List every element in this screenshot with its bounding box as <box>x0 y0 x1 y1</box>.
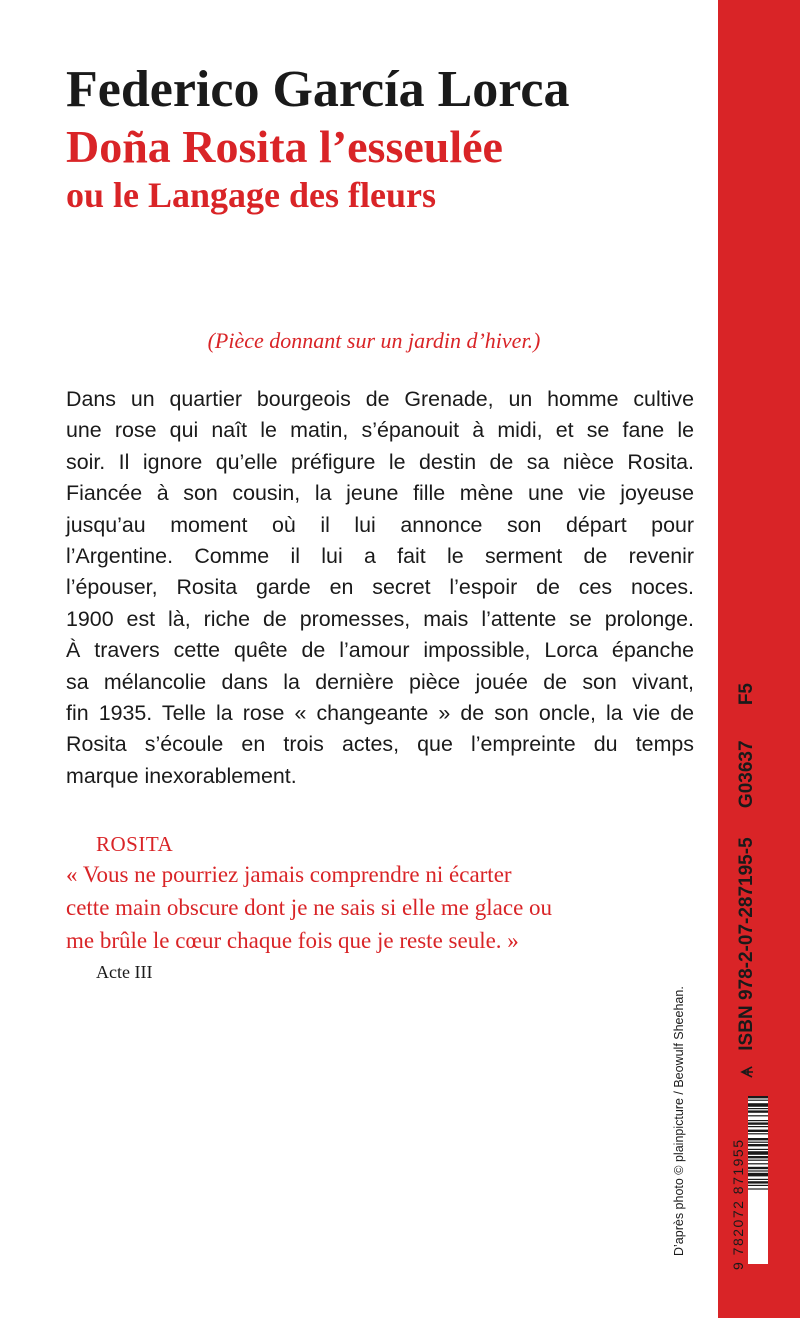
quote-line: « Vous ne pourriez jamais comprendre ni écarter <box>66 862 512 887</box>
barcode-bar <box>748 1100 768 1101</box>
quote-line: me brûle le cœur chaque fois que je reste seule. » <box>66 928 519 953</box>
barcode-bar <box>748 1188 768 1189</box>
stage-direction: (Pièce donnant sur un jardin d’hiver.) <box>207 328 541 353</box>
identifier-strip <box>736 683 758 1080</box>
barcode-bar <box>748 1167 768 1169</box>
blurb-line: marque inexorablement. <box>66 763 297 788</box>
barcode-bar <box>748 1096 768 1098</box>
barcode-bar <box>748 1170 768 1171</box>
blurb-line: jusqu’au moment où il lui annonce son départ pour <box>66 512 694 537</box>
book-title: Doña Rosita l’esseulée <box>66 121 503 172</box>
price-code: F5 <box>736 682 757 706</box>
barcode-bar <box>748 1185 768 1186</box>
blurb-text <box>66 384 694 792</box>
barcode-bar <box>748 1163 768 1164</box>
blurb-line: l’Argentine. Comme il lui a fait le serment de revenir <box>66 544 694 569</box>
blurb-line: Rosita s’écoule en trois actes, que l’empreinte du temps <box>66 732 694 757</box>
barcode-graphic <box>748 1096 768 1264</box>
blurb-line: À travers cette quête de l’amour impossible, Lorca épanche <box>66 638 694 663</box>
blurb-line: l’épouser, Rosita garde en secret l’espoir de ces noces. <box>66 575 694 600</box>
quote-text <box>66 858 626 957</box>
barcode-bar <box>748 1108 768 1109</box>
barcode-bar <box>748 1179 768 1180</box>
blurb-line: Dans un quartier bourgeois de Grenade, un homme cultive <box>66 387 694 411</box>
barcode-bar <box>748 1149 768 1150</box>
barcode-bar <box>748 1120 768 1121</box>
photo-credit: D’après photo © plainpicture / Beowulf Sheehan. <box>672 986 686 1256</box>
blurb-line: 1900 est là, riche de promesses, mais l’attente se prolonge. <box>66 606 694 631</box>
barcode <box>748 1096 768 1264</box>
barcode-bar <box>748 1110 768 1112</box>
barcode-bar <box>748 1122 768 1124</box>
quote-source: Acte III <box>96 962 153 982</box>
barcode-digits: 9 782072 871955 <box>730 1138 746 1270</box>
catalog-code: G03637 <box>736 740 757 809</box>
isbn-number: ISBN 978-2-07-287195-5 <box>736 837 757 1051</box>
book-subtitle: ou le Langage des fleurs <box>66 175 437 215</box>
barcode-bar <box>748 1151 768 1155</box>
barcode-bar <box>748 1142 768 1143</box>
barcode-bar <box>748 1160 768 1161</box>
blurb-line: sa mélancolie dans la dernière pièce jouée de son vivant, <box>66 669 694 694</box>
barcode-bar <box>748 1173 768 1177</box>
barcode-bar <box>748 1103 768 1107</box>
barcode-bar <box>748 1115 768 1116</box>
quote-line: cette main obscure dont je ne sais si elle me glace ou <box>66 895 553 920</box>
barcode-bar <box>748 1156 768 1158</box>
barcode-bar <box>748 1133 768 1134</box>
quote-speaker: ROSITA <box>96 832 174 856</box>
folio-logo-icon <box>739 1064 755 1080</box>
author-name: Federico García Lorca <box>66 61 570 118</box>
blurb-line: Fiancée à son cousin, la jeune fille mène une vie joyeuse <box>66 481 694 506</box>
barcode-bar <box>748 1181 768 1183</box>
blurb-line: une rose qui naît le matin, s’épanouit à midi, et se fane le <box>66 418 694 443</box>
blurb-line: fin 1935. Telle la rose « changeante » de son oncle, la vie de <box>66 701 694 726</box>
barcode-bar <box>748 1144 768 1146</box>
barcode-bar <box>748 1130 768 1132</box>
barcode-bar <box>748 1126 768 1127</box>
blurb-line: soir. Il ignore qu’elle préfigure le destin de sa nièce Rosita. <box>66 449 694 474</box>
barcode-bar <box>748 1138 768 1140</box>
